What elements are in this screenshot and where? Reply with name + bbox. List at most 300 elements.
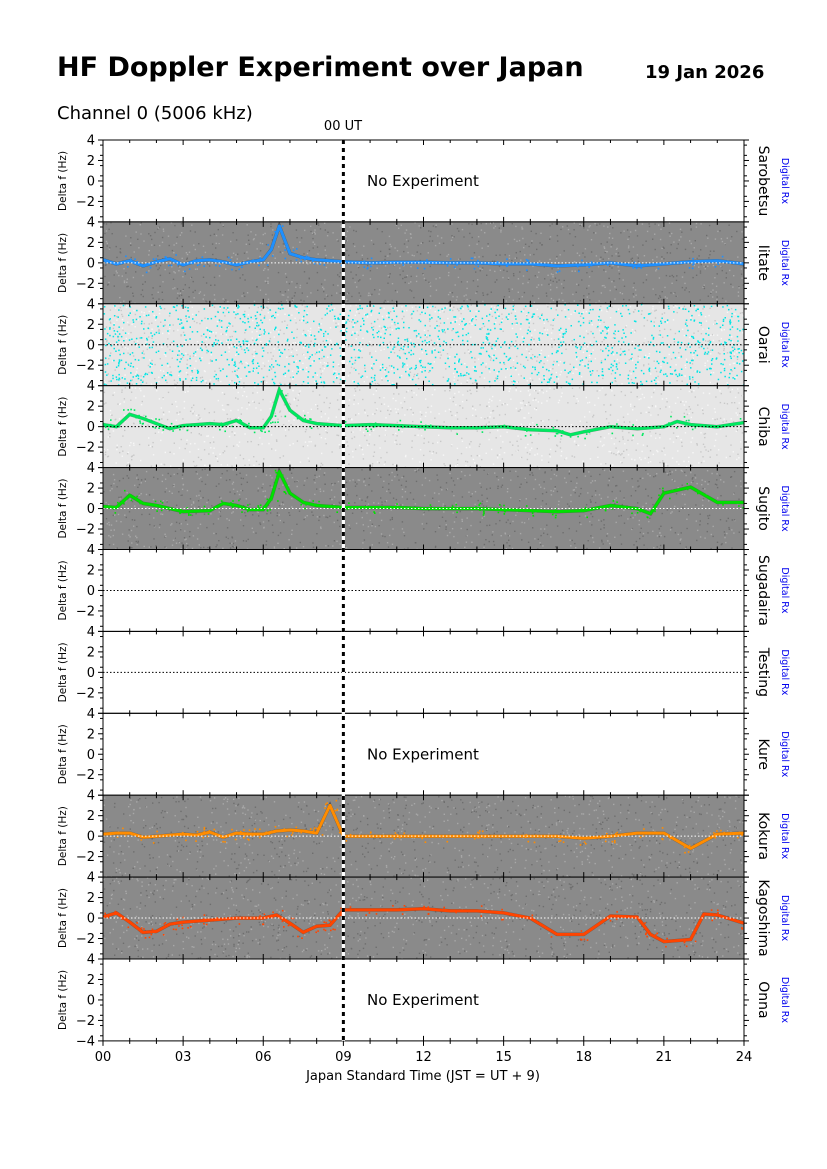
scatter-point [215,374,217,376]
scatter-point [280,308,282,310]
trace-point [181,924,183,926]
trace-point [110,834,112,836]
scatter-point [264,317,266,319]
trace-point [692,268,694,270]
scatter-point [480,353,482,355]
scatter-point [193,353,195,355]
scatter-point [708,351,710,353]
scatter-point [390,351,392,353]
trace-point [748,921,750,923]
scatter-point [629,313,631,315]
trace-point [396,503,398,505]
scatter-point [123,353,125,355]
scatter-point [664,357,666,359]
trace-point [112,425,114,427]
trace-point [443,907,445,909]
trace-point [330,924,332,926]
trace-point [204,914,206,916]
scatter-point [667,362,669,364]
scatter-point [254,382,256,384]
scatter-point [466,334,468,336]
trace-point [292,832,294,834]
scatter-point [692,377,694,379]
scatter-point [724,353,726,355]
scatter-point [415,384,417,386]
scatter-point [694,305,696,307]
scatter-point [185,315,187,317]
scatter-point [218,378,220,380]
scatter-point [712,358,714,360]
scatter-point [334,373,336,375]
scatter-point [286,327,288,329]
scatter-point [159,306,161,308]
scatter-point [372,381,374,383]
trace-point [654,511,656,513]
trace-point [716,830,718,832]
scatter-point [279,365,281,367]
scatter-point [391,319,393,321]
scatter-point [404,363,406,365]
scatter-point [655,367,657,369]
scatter-point [290,320,292,322]
scatter-point [385,329,387,331]
scatter-point [149,347,151,349]
scatter-point [664,321,666,323]
scatter-point [563,333,565,335]
trace-point [272,494,274,496]
scatter-point [325,331,327,333]
scatter-point [157,326,159,328]
trace-point [723,832,725,834]
trace-point [665,946,667,948]
scatter-point [116,379,118,381]
trace-point [526,259,528,261]
scatter-point [431,352,433,354]
scatter-point [114,305,116,307]
scatter-point [575,352,577,354]
scatter-point [113,360,115,362]
scatter-point [505,368,507,370]
scatter-point [591,353,593,355]
y-tick-label: 0 [86,747,95,763]
scatter-point [230,339,232,341]
scatter-point [360,329,362,331]
scatter-point [403,346,405,348]
scatter-point [181,327,183,329]
trace-point [481,905,483,907]
scatter-point [456,372,458,374]
scatter-point [479,328,481,330]
scatter-point [311,334,313,336]
scatter-point [202,380,204,382]
scatter-point [227,327,229,329]
trace-point [306,256,308,258]
trace-point [559,270,561,272]
scatter-point [646,381,648,383]
trace-point [525,509,527,511]
trace-point [305,418,307,420]
scatter-point [523,341,525,343]
trace-point [279,387,281,389]
trace-point [105,833,107,835]
trace-point [300,504,302,506]
scatter-point [692,336,694,338]
scatter-point [421,312,423,314]
trace-point [300,832,302,834]
scatter-point [179,378,181,380]
scatter-point [415,365,417,367]
scatter-point [291,332,293,334]
trace-point [748,423,750,425]
scatter-point [388,317,390,319]
y-tick-label: −2 [75,932,95,948]
scatter-point [246,375,248,377]
scatter-point [245,329,247,331]
scatter-point [225,331,227,333]
scatter-point [178,350,180,352]
scatter-point [189,358,191,360]
trace-point [204,506,206,508]
scatter-point [474,370,476,372]
scatter-point [690,352,692,354]
scatter-point [390,334,392,336]
scatter-point [557,350,559,352]
scatter-point [272,379,274,381]
scatter-point [332,309,334,311]
scatter-point [667,319,669,321]
scatter-point [609,306,611,308]
trace-point [424,429,426,431]
scatter-point [420,360,422,362]
scatter-point [328,305,330,307]
trace-point [284,491,286,493]
scatter-point [661,318,663,320]
scatter-point [244,316,246,318]
trace-point [145,504,147,506]
no-experiment-label: No Experiment [367,991,479,1009]
spectrogram-background [103,304,744,386]
trace-point [614,842,616,844]
scatter-point [501,322,503,324]
scatter-point [574,339,576,341]
scatter-point [680,347,682,349]
scatter-point [127,382,129,384]
scatter-point [130,380,132,382]
scatter-point [318,331,320,333]
trace-point [231,269,233,271]
scatter-point [132,352,134,354]
trace-point [296,259,298,261]
trace-point [737,837,739,839]
scatter-point [520,323,522,325]
trace-point [318,501,320,503]
scatter-point [357,321,359,323]
scatter-point [681,356,683,358]
scatter-point [217,325,219,327]
trace-point [636,268,638,270]
scatter-point [612,347,614,349]
y-tick-label: 0 [86,502,95,518]
scatter-point [605,348,607,350]
scatter-point [431,350,433,352]
scatter-point [406,339,408,341]
trace-point [470,427,472,429]
trace-point [305,504,307,506]
scatter-point [521,311,523,313]
scatter-point [382,364,384,366]
trace-point [504,425,506,427]
scatter-point [416,335,418,337]
scatter-point [285,373,287,375]
scatter-point [556,376,558,378]
trace-point [744,839,746,841]
trace-point [667,424,669,426]
trace-point [371,258,373,260]
scatter-point [125,362,127,364]
trace-point [297,418,299,420]
scatter-point [497,305,499,307]
scatter-point [314,335,316,337]
scatter-point [685,323,687,325]
scatter-point [104,384,106,386]
scatter-point [428,341,430,343]
scatter-point [271,316,273,318]
trace-point [340,908,342,910]
scatter-point [211,352,213,354]
scatter-point [148,314,150,316]
y-tick-label: 0 [86,338,95,354]
scatter-point [635,367,637,369]
scatter-point [601,362,603,364]
scatter-point [580,360,582,362]
trace-point [151,934,153,936]
scatter-point [176,305,178,307]
scatter-point [405,371,407,373]
trace-point [174,923,176,925]
trace-point [337,506,339,508]
trace-point [178,925,180,927]
scatter-point [638,310,640,312]
trace-point [324,807,326,809]
scatter-point [625,363,627,365]
scatter-point [483,347,485,349]
scatter-point [426,354,428,356]
trace-point [563,431,565,433]
scatter-point [616,311,618,313]
trace-point [140,422,142,424]
scatter-point [698,309,700,311]
scatter-point [404,339,406,341]
scatter-point [296,373,298,375]
trace-point [249,829,251,831]
trace-point [477,832,479,834]
scatter-point [461,321,463,323]
trace-point [477,837,479,839]
trace-point [420,421,422,423]
channel-label: Channel 0 (5006 kHz) [57,103,253,124]
trace-point [471,258,473,260]
scatter-point [622,305,624,307]
scatter-point [579,335,581,337]
trace-point [402,264,404,266]
scatter-point [400,348,402,350]
scatter-point [371,367,373,369]
scatter-point [236,339,238,341]
trace-point [711,909,713,911]
scatter-point [732,377,734,379]
trace-point [231,829,233,831]
scatter-point [411,313,413,315]
scatter-point [327,313,329,315]
scatter-point [620,354,622,356]
receiver-label: Digital Rx [779,649,790,696]
scatter-point [442,331,444,333]
scatter-point [376,360,378,362]
scatter-point [160,308,162,310]
scatter-point [723,321,725,323]
trace-point [430,504,432,506]
scatter-point [116,367,118,369]
trace-point [202,837,204,839]
scatter-point [608,327,610,329]
trace-point [644,922,646,924]
scatter-point [637,361,639,363]
scatter-point [734,378,736,380]
scatter-point [186,321,188,323]
scatter-point [314,343,316,345]
scatter-point [711,360,713,362]
scatter-point [213,383,215,385]
scatter-point [651,335,653,337]
scatter-point [397,369,399,371]
scatter-point [269,309,271,311]
scatter-point [234,362,236,364]
trace-point [202,256,204,258]
scatter-point [701,322,703,324]
scatter-point [138,359,140,361]
scatter-point [605,326,607,328]
scatter-point [411,367,413,369]
trace-point [692,429,694,431]
scatter-point [612,370,614,372]
scatter-point [133,366,135,368]
trace-point [280,225,282,227]
scatter-point [410,342,412,344]
scatter-point [675,370,677,372]
scatter-point [732,350,734,352]
trace-point [177,264,179,266]
trace-point [203,265,205,267]
scatter-point [262,347,264,349]
scatter-point [568,383,570,385]
trace-point [587,838,589,840]
trace-point [228,257,230,259]
scatter-point [340,379,342,381]
scatter-point [440,345,442,347]
trace-point [141,839,143,841]
station-panel-testing [57,625,790,713]
scatter-point [686,361,688,363]
scatter-point [109,335,111,337]
scatter-point [359,342,361,344]
scatter-point [442,329,444,331]
trace-point [642,434,644,436]
trace-point [335,810,337,812]
scatter-point [589,312,591,314]
scatter-point [615,372,617,374]
scatter-point [455,332,457,334]
scatter-point [221,326,223,328]
trace-point [127,409,129,411]
y-tick-label: 4 [86,870,95,886]
scatter-point [438,310,440,312]
trace-point [197,265,199,267]
trace-point [631,513,633,515]
y-tick-label: 2 [86,972,95,988]
trace-point [655,934,657,936]
scatter-point [628,375,630,377]
scatter-point [460,375,462,377]
scatter-point [338,373,340,375]
scatter-point [385,327,387,329]
scatter-point [454,356,456,358]
scatter-point [387,347,389,349]
scatter-point [146,343,148,345]
scatter-point [547,334,549,336]
scatter-point [462,344,464,346]
trace-point [222,841,224,843]
scatter-point [526,357,528,359]
scatter-point [256,325,258,327]
trace-point [110,424,112,426]
scatter-point [589,304,591,306]
scatter-point [278,341,280,343]
scatter-point [358,349,360,351]
scatter-point [196,377,198,379]
station-panel-sarobetsu [57,134,790,222]
scatter-point [657,361,659,363]
trace-point [208,513,210,515]
y-tick-label: −2 [75,276,95,292]
scatter-point [207,330,209,332]
scatter-point [307,322,309,324]
scatter-point [572,379,574,381]
scatter-point [114,315,116,317]
scatter-point [677,376,679,378]
trace-point [149,937,151,939]
scatter-point [293,376,295,378]
scatter-point [454,368,456,370]
trace-point [155,501,157,503]
trace-point [163,934,165,936]
scatter-point [556,361,558,363]
scatter-point [468,333,470,335]
receiver-label: Digital Rx [779,239,790,286]
y-tick-label: 2 [86,153,95,169]
trace-point [430,425,432,427]
scatter-point [333,362,335,364]
scatter-point [732,326,734,328]
scatter-point [487,339,489,341]
trace-point [482,831,484,833]
y-tick-label: 4 [86,297,95,313]
scatter-point [543,319,545,321]
scatter-point [269,366,271,368]
scatter-point [393,346,395,348]
scatter-point [455,316,457,318]
scatter-point [216,378,218,380]
scatter-point [712,349,714,351]
